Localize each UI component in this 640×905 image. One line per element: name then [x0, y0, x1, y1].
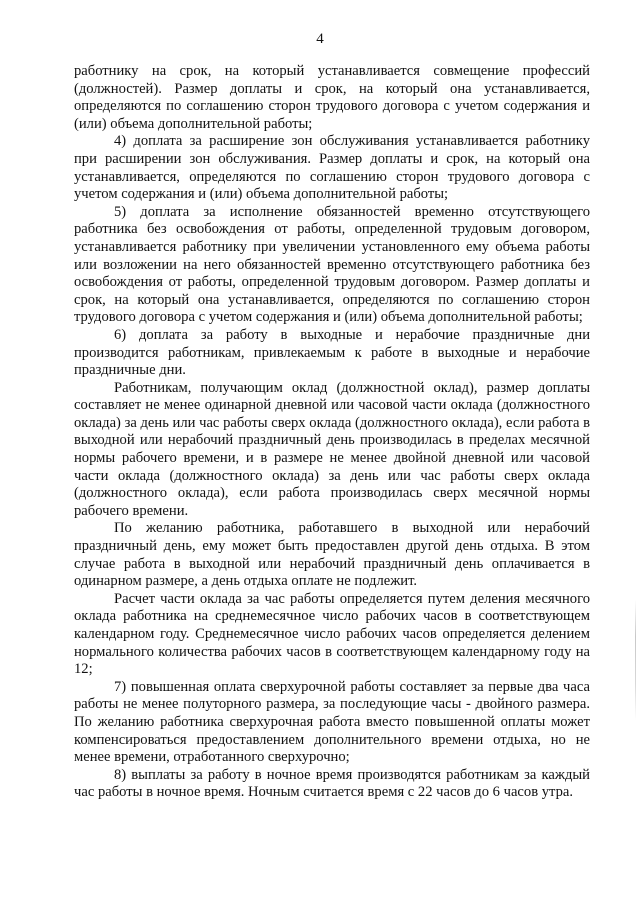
page-number: 4: [316, 31, 324, 47]
paragraph-day-off-option: По желанию работника, работавшего в выходной или нерабочий праздничный день, ему может быть предоставлен другой день отдыха. В этом случае работа в выходной или нерабочий праздничный день оплачивается в одинарном размере, а день отдыха оплате не подлежит.: [74, 520, 590, 590]
paragraph-item-4: 4) доплата за расширение зон обслуживания устанавливается работнику при расширении зон обслуживания. Размер доплаты и срок, на который она устанавливается, определяются по соглашению сторон трудового договора с учетом содержания и (или) объема дополнительной работы;: [74, 133, 590, 203]
paragraph-hourly-calculation: Расчет части оклада за час работы определяется путем деления месячного оклада работника на среднемесячное число рабочих часов в соответствующем календарном году. Среднемесячное число рабочих часов определяется делением нормального количества рабочих часов в соответствующем календарному году на 12;: [74, 590, 590, 678]
paragraph-item-6: 6) доплата за работу в выходные и нерабочие праздничные дни производится работникам, привлекаемым к работе в выходные и нерабочие праздничные дни.: [74, 326, 590, 379]
document-body: [74, 63, 590, 802]
paragraph-item-7: 7) повышенная оплата сверхурочной работы составляет за первые два часа работы не менее полуторного размера, за последующие часы - двойного размера. По желанию работника сверхурочная работа вместо повышенной оплаты может компенсироваться предоставлением дополнительного времени отдыха, но не менее времени, отработанного сверхурочно;: [74, 678, 590, 766]
paragraph-item-5: 5) доплата за исполнение обязанностей временно отсутствующего работника без освобождения от работы, определенной трудовым договором, устанавливается работнику при увеличении установленного ему объема работы или возложении на него обязанностей временно отсутствующего работника без освобождения от работы, определенной трудовым договором. Размер доплаты и срок, на который она устанавливается, определяются по соглашению сторон трудового договора с учетом содержания и (или) объема дополнительной работы;: [74, 203, 590, 326]
scan-edge-mark: [635, 600, 636, 720]
paragraph-item-8: 8) выплаты за работу в ночное время производятся работникам за каждый час работы в ночное время. Ночным считается время с 22 часов до 6 часов утра.: [74, 766, 590, 801]
paragraph-continuation: работнику на срок, на который устанавливается совмещение профессий (должностей). Размер доплаты и срок, на который она устанавливается, определяются по соглашению сторон трудового договора с учетом содержания и (или) объема дополнительной работы;: [74, 63, 590, 132]
paragraph-salaried-workers: Работникам, получающим оклад (должностной оклад), размер доплаты составляет не менее одинарной дневной или часовой части оклада (должностного оклада) за день или час работы сверх оклада (должностного оклада), если работа в выходной или нерабочий праздничный день производилась в пределах месячной нормы рабочего времени, и в размере не менее двойной дневной или часовой части оклада (должностного оклада) за день или час работы сверх оклада (должностного оклада), если работа производилась сверх месячной нормы рабочего времени.: [74, 379, 590, 519]
